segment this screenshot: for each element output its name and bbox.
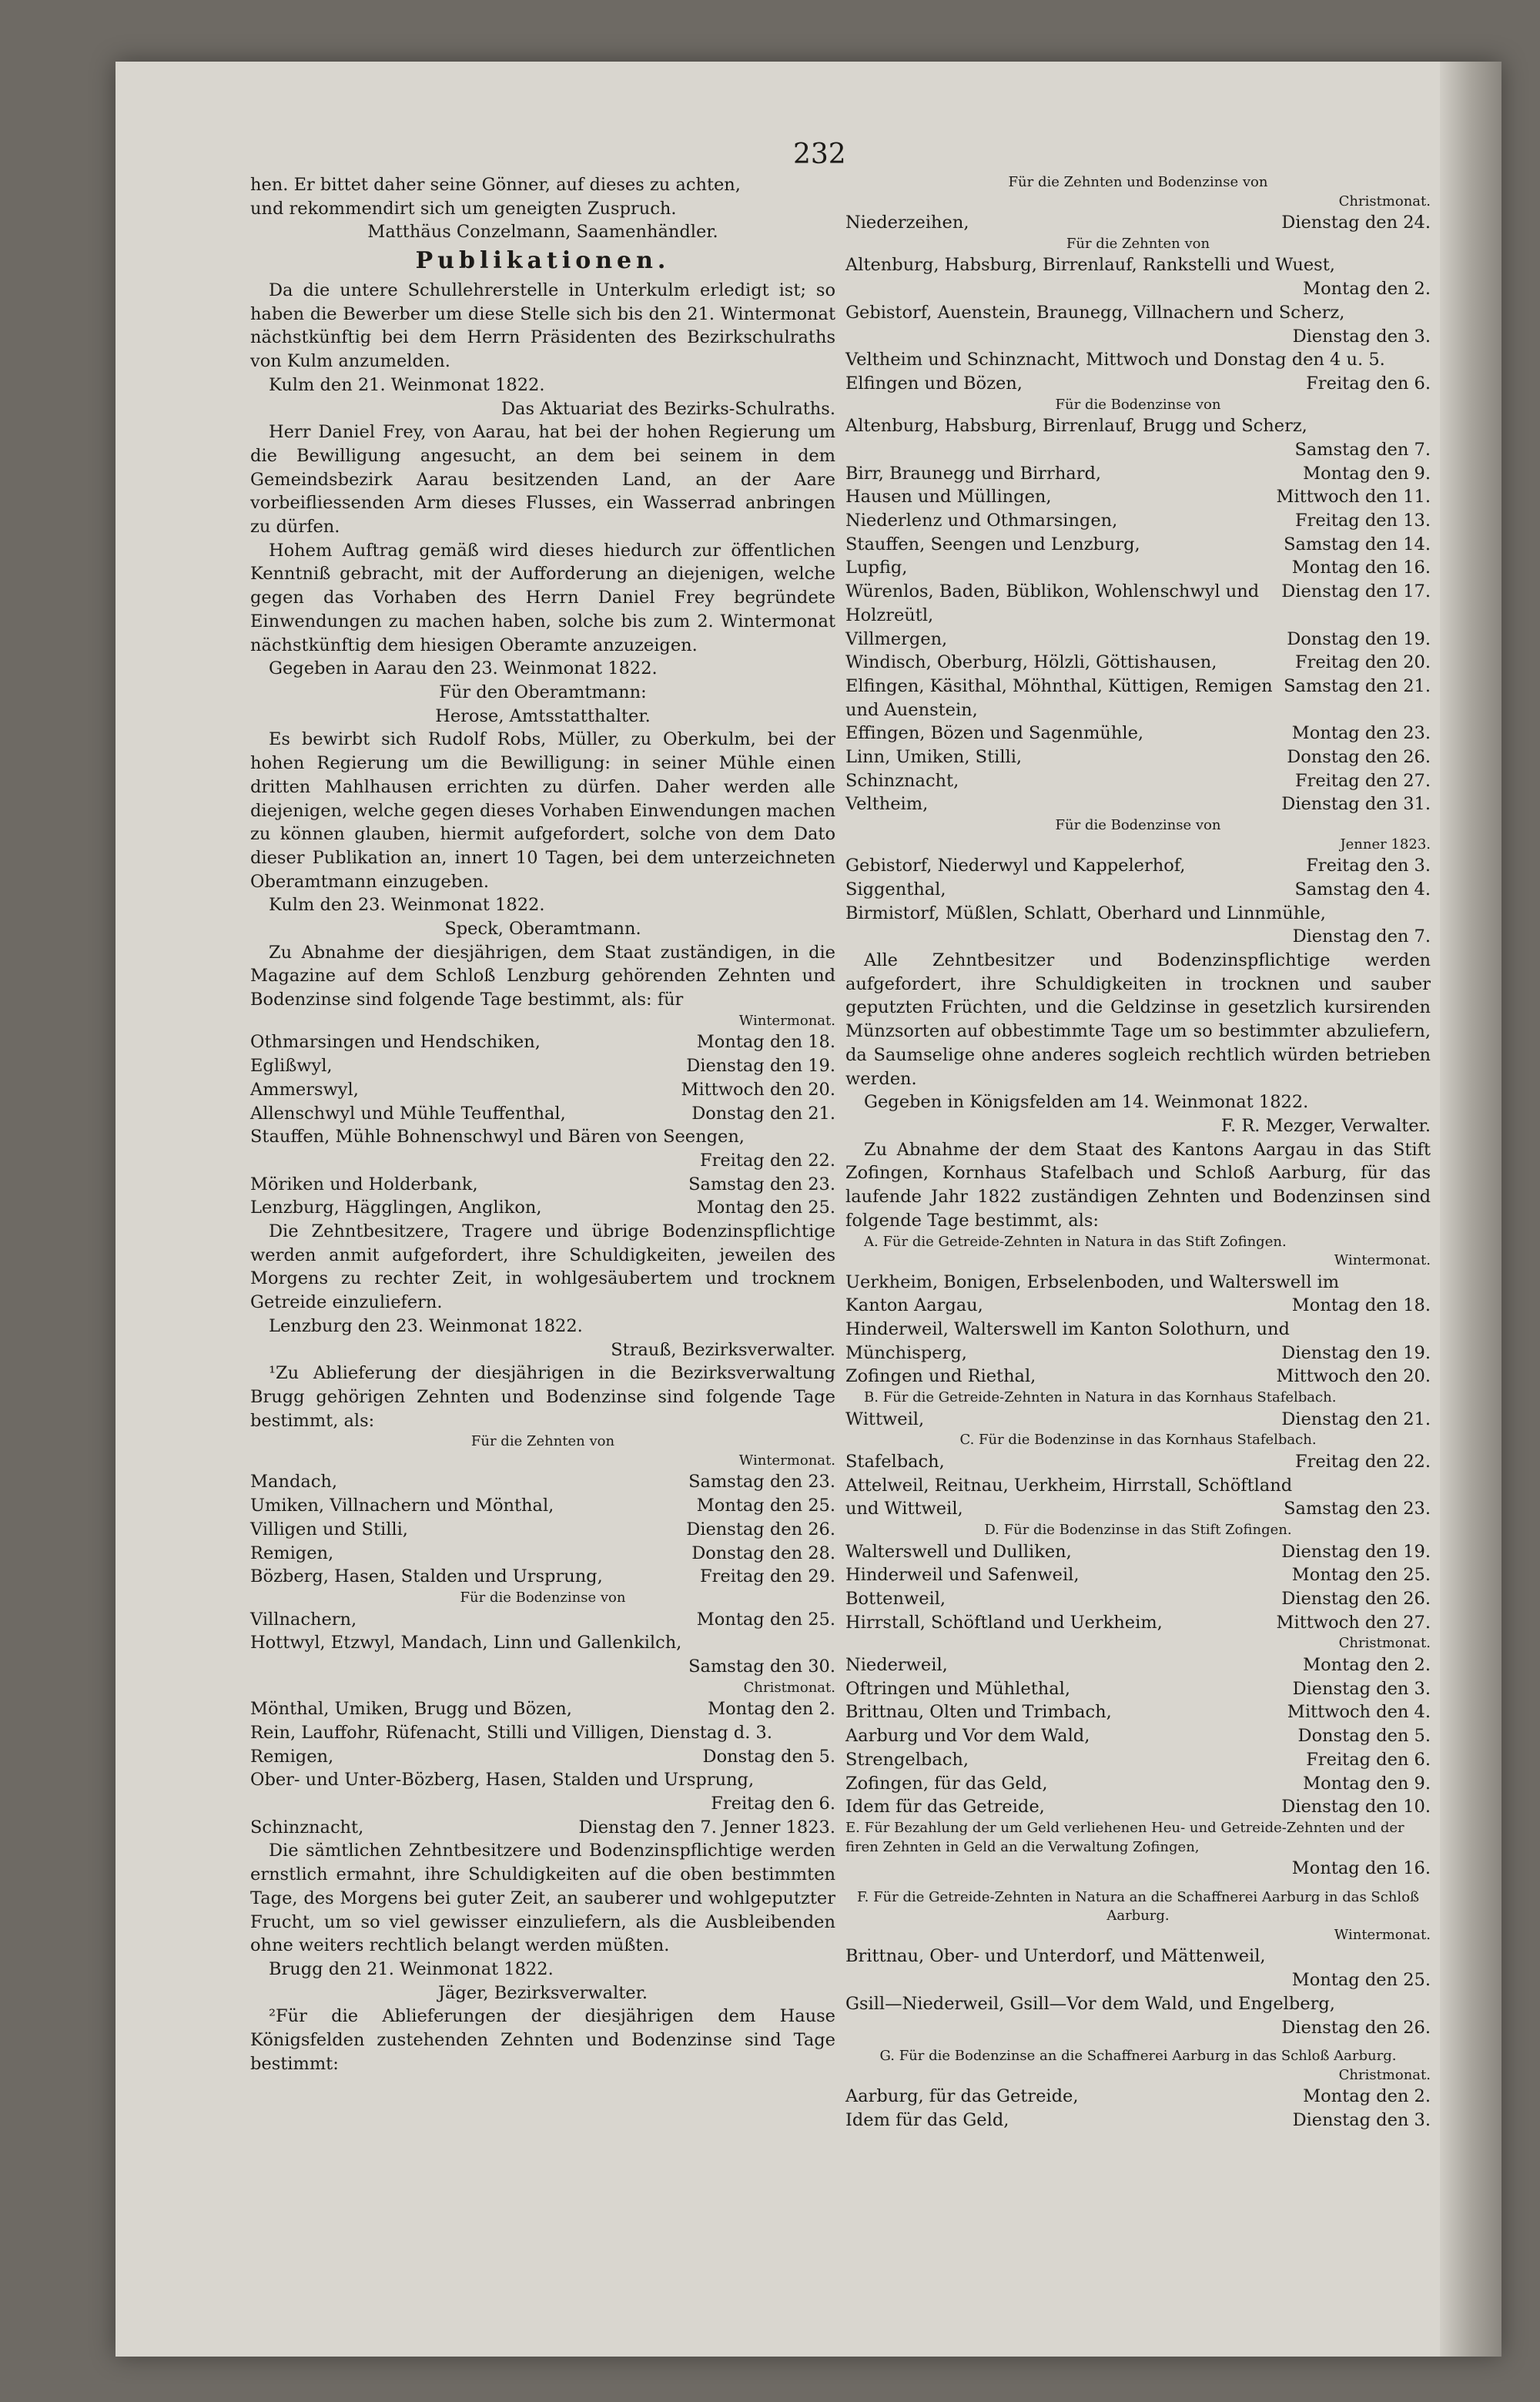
intro-signature: Matthäus Conzelmann, Saamenhändler. [367,222,718,243]
schedule-place [845,925,1285,949]
schedule-row [250,1030,835,1054]
schedule-row [845,651,1431,675]
schedule-bodenzinse [845,414,1431,816]
schedule-place: Kanton Aargau, [845,1295,983,1316]
schedule-row [845,769,1431,793]
schedule-row [250,1816,835,1840]
schedule-date: Montag den 25. [1291,1565,1431,1586]
notice-brugg: ¹Zu Ablieferung der diesjährigen in die Bezirksverwaltung Brugg gehörigen Zehnten und Bodenzinse sind folgende Tage bestimmt, als: [250,1363,835,1431]
schedule-place: Siggenthal, [845,879,946,899]
schedule-row [250,1697,835,1721]
schedule-place: Hausen und Müllingen, [845,487,1052,508]
schedule-row [250,1196,835,1220]
schedule-row [845,878,1431,902]
schedule-row [845,462,1431,486]
schedule-place [845,325,1285,349]
schedule-row [845,1342,1431,1365]
section-d-heading: D. Für die Bodenzinse in das Stift Zofingen. [984,1522,1292,1539]
month-label: Christmonat. [1338,2066,1431,2083]
schedule-date: Dienstag den 26. [686,1519,835,1539]
schedule-place: Birmistorf, Müßlen, Schlatt, Oberhard und Linnmühle, [845,903,1326,923]
schedule-date: Dienstag den 10. [1281,1797,1431,1817]
schedule-place: Mandach, [250,1472,338,1492]
schedule-date: Dienstag den 3. [1292,1678,1431,1699]
schedule-place: Eglißwyl, [250,1056,333,1077]
schedule-place: Hottwyl, Etzwyl, Mandach, Linn und Gallenkilch, [250,1633,682,1653]
schedule-place: Birr, Braunegg und Birrhard, [845,463,1102,484]
schedule-date: Donstag den 5. [702,1746,835,1767]
notice-zofingen: Zu Abnahme der dem Staat des Kantons Aargau in das Stift Zofingen, Kornhaus Stafelbach und Schloß Aarburg, für das laufende Jahr 1822 zuständigen Zehnten und Bodenzinsen sind folgende Tage bestimmt, als: [845,1139,1431,1231]
schedule-place: Veltheim, [845,794,929,815]
schedule-place: Lenzburg, Hägglingen, Anglikon, [250,1198,542,1218]
schedule-date [1423,253,1431,277]
schedule-date [1423,1945,1431,1968]
notice-school-vacancy: Da die untere Schullehrerstelle in Unterkulm erledigt ist; so haben die Bewerber um diese Stelle sich bis den 21. Wintermonat nächstkünftig bei dem Herrn Präsidenten des Bezirkschulraths von Kulm anzumelden. [250,280,835,372]
schedule-row [845,628,1431,652]
schedule-row [845,1677,1431,1701]
schedule-place: Brittnau, Ober- und Unterdorf, und Mättenweil, [845,1946,1266,1967]
schedule-heading: Für die Zehnten von [470,1433,615,1450]
schedule-brugg-zehnten [250,1470,835,1589]
schedule-place: Aarburg und Vor dem Wald, [845,1726,1090,1747]
schedule-row [845,1992,1431,2016]
notice-koenigsfelden: ²Für die Ablieferungen der diesjährigen dem Hause Königsfelden zustehenden Zehnten und Bodenzinse sind Tage bestimmt: [250,2006,835,2074]
schedule-date [1423,1271,1431,1295]
schedule-date: Dienstag den 24. [1281,213,1431,233]
schedule-date: Dienstag den 26. [1281,1589,1431,1610]
schedule-date [1423,301,1431,325]
schedule-place: Elfingen, Käsithal, Möhnthal, Küttigen, Remigen und Auenstein, [845,675,1273,720]
schedule-date: Donstag den 5. [1297,1726,1431,1747]
schedule-row [250,1149,835,1173]
schedule-date [1423,1992,1431,2016]
schedule-row [845,2085,1431,2109]
schedule-row [250,1655,835,1679]
schedule-place: Attelweil, Reitnau, Uerkheim, Hirrstall, Schöftland [845,1475,1293,1496]
section-f-heading: F. Für die Getreide-Zehnten in Natura an die Schaffnerei Aarburg in das Schloß Aarburg. [856,1888,1420,1925]
schedule-row [845,1968,1431,1992]
schedule-place: Lupfig, [845,558,908,578]
schedule-place: Schinznacht, [250,1817,364,1838]
left-column [250,173,835,2075]
schedule-place: Veltheim und Schinznacht, Mittwoch und Donstag den 4 u. 5. [845,350,1385,370]
intro-text [250,173,835,220]
schedule-place: Aarburg, für das Getreide, [845,2086,1079,2107]
notice-waterwheel: Herr Daniel Frey, von Aarau, hat bei der hohen Regierung um die Bewilligung angesucht, an dem bei seinem in dem Gemeindsbezirk Aarau besitzenden Land, an der Aare vorbeifliessenden Arm dieses Flusses, ein Wasserrad anbringen zu dürfen. [250,422,835,538]
schedule-heading: Für die Bodenzinse von [1055,817,1221,834]
month-label: Christmonat. [1338,1635,1431,1652]
schedule-row [250,1125,835,1149]
schedule-lenzburg [250,1030,835,1220]
schedule-date: Donstag den 19. [1287,628,1431,649]
schedule-row [845,1450,1431,1474]
schedule-row [845,301,1431,325]
schedule-place: Brittnau, Olten und Trimbach, [845,1702,1112,1723]
schedule-place [845,1968,1284,1992]
schedule-date: Freitag den 6. [1306,1749,1431,1770]
schedule-date: Dienstag den 21. [1281,1409,1431,1429]
schedule-row [250,1768,835,1792]
schedule-date: Freitag den 3. [1306,856,1431,876]
schedule-date [1423,414,1431,438]
schedule-date: Montag den 2. [1303,2086,1431,2107]
notice-signature: Speck, Oberamtmann. [444,919,641,940]
schedule-row [845,2016,1431,2040]
schedule-place [845,438,1287,462]
schedule-heading: Für die Zehnten von [1066,235,1210,252]
schedule-place: Niederzeihen, [845,213,969,233]
schedule-date: Montag den 2. [1303,1655,1431,1676]
page-binding [1440,62,1502,2357]
schedule-row [250,1518,835,1542]
schedule-date: Donstag den 26. [1287,747,1431,768]
schedule-date: Mittwoch den 20. [1276,1366,1431,1387]
notice-lenzburg-order: Die Zehntbesitzere, Tragere und übrige Bodenzinspflichtige werden anmit aufgefordert, ihre Schuldigkeiten, jeweilen des Morgens zu rechter Zeit, in wohlgesäubertem und trocknem Getreide einzuliefern. [250,1221,835,1313]
schedule-date: Freitag den 27. [1294,770,1431,791]
schedule-date: Dienstag den 26. [1281,2017,1431,2038]
schedule-place [845,277,1295,301]
schedule-d [845,1540,1431,1635]
notice-signature: F. R. Mezger, Verwalter. [1220,1115,1431,1136]
month-label: Wintermonat. [1334,1926,1431,1943]
schedule-row [845,1271,1431,1295]
newspaper-page [116,62,1502,2357]
schedule-row [845,1318,1431,1342]
schedule-place [845,2016,1274,2040]
schedule-a [845,1271,1431,1389]
schedule-row [845,1294,1431,1318]
schedule-date: Freitag den 20. [1294,652,1431,673]
schedule-place: Allenschwyl und Mühle Teuffenthal, [250,1103,566,1124]
schedule-date: Montag den 9. [1303,463,1431,484]
schedule-place: Idem für das Geld, [845,2110,1009,2131]
schedule-place [250,1655,681,1679]
section-heading: Publikationen. [415,247,671,275]
schedule-date: Dienstag den 3. [1292,326,1431,347]
schedule-place: Remigen, [250,1746,334,1767]
schedule-place: Altenburg, Habsburg, Birrenlauf, Rankstelli und Wuest, [845,255,1335,276]
schedule-heading: Für die Bodenzinse von [460,1590,626,1606]
schedule-place: Altenburg, Habsburg, Birrenlauf, Brugg und Scherz, [845,416,1307,437]
schedule-row [845,325,1431,349]
schedule-date [828,1125,835,1149]
schedule-date: Dienstag den 31. [1281,794,1431,815]
schedule-brugg-christmonat [250,1697,835,1839]
schedule-row [250,1721,835,1745]
schedule-heading: Für die Bodenzinse von [1055,396,1221,413]
schedule-row [845,1724,1431,1748]
schedule-d-christmonat [845,1653,1431,1819]
section-g-heading: G. Für die Bodenzinse an die Schaffnerei Aarburg in das Schloß Aarburg. [879,2048,1397,2065]
schedule-place: Zofingen, für das Geld, [845,1773,1048,1794]
schedule-place: Idem für das Getreide, [845,1797,1045,1817]
schedule-place: Stauffen, Seengen und Lenzburg, [845,534,1140,554]
schedule-row [845,211,1431,235]
schedule-date: Freitag den 22. [699,1150,835,1171]
schedule-date: Samstag den 21. [1284,675,1431,696]
schedule-row [845,509,1431,533]
schedule-date: Freitag den 6. [711,1794,835,1814]
month-label: Christmonat. [743,1679,835,1696]
schedule-c [845,1450,1431,1521]
schedule-date [1423,1474,1431,1498]
schedule-place: Hinderweil, Walterswell im Kanton Solothurn, und [845,1319,1290,1340]
schedule-heading: Für die Zehnten und Bodenzinse von [1008,174,1268,190]
schedule-row [845,580,1431,627]
schedule-date: Montag den 18. [1291,1295,1431,1316]
schedule-row [845,1748,1431,1772]
schedule-place: Gsill—Niederweil, Gsill—Vor dem Wald, und Engelberg, [845,1993,1335,2014]
schedule-row [845,1540,1431,1564]
schedule-date: Samstag den 23. [1284,1499,1431,1519]
schedule-place: Möriken und Holderbank, [250,1174,478,1194]
schedule-date: Montag den 2. [1303,279,1431,300]
schedule-row [845,556,1431,580]
schedule-date [828,1631,835,1655]
notice-date: Kulm den 23. Weinmonat 1822. [269,895,545,916]
notice-lenzburg: Zu Abnahme der diesjährigen, dem Staat zuständigen, in die Magazine auf dem Schloß Lenzburg gehörenden Zehnten und Bodenzinse sind folgende Tage bestimmt, als: für [250,942,835,1010]
notice-date: Lenzburg den 23. Weinmonat 1822. [269,1315,583,1336]
schedule-place: Niederlenz und Othmarsingen, [845,510,1118,531]
schedule-row [845,1945,1431,1968]
schedule-date: Montag den 23. [1291,723,1431,744]
schedule-bodenzinse-jenner [845,854,1431,949]
notice-signature: Für den Oberamtmann: [439,682,647,702]
schedule-row [845,1700,1431,1724]
page-number: 232 [793,139,846,170]
schedule-date: Dienstag den 19. [1281,1541,1431,1562]
schedule-row [845,2109,1431,2132]
schedule-date: Dienstag den 3. [1292,2110,1431,2131]
schedule-row [250,1631,835,1655]
schedule-date: Freitag den 6. [1306,373,1431,394]
schedule-date: Samstag den 14. [1284,534,1431,554]
schedule-date [828,1721,835,1745]
schedule-date: Montag den 25. [696,1609,835,1630]
schedule-place: Hirrstall, Schöftland und Uerkheim, [845,1612,1163,1633]
schedule-brugg-bodenzinse [250,1608,835,1679]
schedule-place: Wittweil, [845,1409,925,1429]
schedule-row [845,1653,1431,1677]
schedule-row [845,1587,1431,1611]
notice-signature: Herose, Amtsstatthalter. [435,705,651,726]
schedule-niederzeihen [845,211,1431,235]
schedule-place: Othmarsingen und Hendschiken, [250,1032,541,1053]
schedule-row [845,1795,1431,1819]
schedule-g [845,2085,1431,2132]
schedule-date: Dienstag den 19. [686,1056,835,1077]
schedule-place: Bottenweil, [845,1589,946,1610]
schedule-row [250,1608,835,1632]
schedule-place: Windisch, Oberburg, Hölzli, Göttishausen, [845,652,1217,673]
schedule-row [845,277,1431,301]
schedule-date: Samstag den 7. [1294,439,1431,460]
schedule-row [845,485,1431,509]
schedule-place: Oftringen und Mühlethal, [845,1678,1070,1699]
month-label: Wintermonat. [738,1452,835,1469]
notice-signature: Strauß, Bezirksverwalter. [611,1339,835,1360]
schedule-row [250,1745,835,1769]
schedule-row [845,1408,1431,1432]
section-b-heading: B. Für die Getreide-Zehnten in Natura in das Kornhaus Stafelbach. [864,1389,1337,1406]
schedule-date: Donstag den 28. [691,1543,835,1563]
intro-line: hen. Er bittet daher seine Gönner, auf dieses zu achten, [250,175,741,195]
schedule-place: Umiken, Villnachern und Mönthal, [250,1496,554,1516]
schedule-date: Samstag den 23. [688,1174,835,1194]
month-label: Wintermonat. [1334,1252,1431,1269]
schedule-row [845,533,1431,557]
schedule-place: Walterswell und Dulliken, [845,1541,1072,1562]
schedule-place: Villnachern, [250,1609,357,1630]
schedule-place [250,1149,692,1173]
schedule-date: Freitag den 22. [1294,1451,1431,1472]
schedule-row [845,902,1431,926]
schedule-date: Donstag den 21. [691,1103,835,1124]
schedule-date: Mittwoch den 27. [1276,1612,1431,1633]
schedule-row [845,925,1431,949]
schedule-place: Ammerswyl, [250,1079,359,1100]
month-label: Wintermonat. [738,1012,835,1029]
schedule-place: Uerkheim, Bonigen, Erbselenboden, und Walterswell im [845,1271,1340,1292]
schedule-date: Montag den 25. [696,1496,835,1516]
schedule-row [845,1474,1431,1498]
schedule-zehnten [845,253,1431,395]
schedule-place: Münchisperg, [845,1342,967,1363]
month-label: Jenner 1823. [1340,836,1431,853]
schedule-row [845,414,1431,438]
schedule-place: Mönthal, Umiken, Brugg und Bözen, [250,1699,572,1720]
schedule-row [250,1792,835,1816]
schedule-row [845,438,1431,462]
schedule-date: Freitag den 29. [699,1566,835,1587]
notice-date: Kulm den 21. Weinmonat 1822. [269,374,545,395]
schedule-place: Gebistorf, Auenstein, Braunegg, Villnachern und Scherz, [845,302,1345,323]
notice-signature: Das Aktuariat des Bezirks-Schulraths. [501,398,835,419]
notice-brugg-order: Die sämtlichen Zehntbesitzere und Bodenzinspflichtige werden ernstlich ermahnt, ihre Schuldigkeiten auf die oben bestimmten Tage, des Morgens bei guter Zeit, an sauberer und wohlgeputzter Frucht, um so viel gewisser einzuliefern, als die Ausbleibenden ohne weiters rechtlich belangt werden müßten. [250,1841,835,1956]
schedule-date [828,1768,835,1792]
section-e-heading: E. Für Bezahlung der um Geld verliehenen Heu- und Getreide-Zehnten und der firen Zehnten in Geld an die Verwaltung Zofingen, [845,1819,1404,1855]
schedule-date: Dienstag den 19. [1281,1342,1431,1363]
schedule-date [1423,348,1431,372]
schedule-row [250,1470,835,1494]
schedule-place: Ober- und Unter-Bözberg, Hasen, Stalden und Ursprung, [250,1770,755,1791]
schedule-date: Samstag den 23. [688,1472,835,1492]
notice-signature: Jäger, Bezirksverwalter. [437,1982,648,2003]
schedule-place: Stafelbach, [845,1451,945,1472]
month-label: Christmonat. [1338,193,1431,209]
schedule-row [250,1054,835,1078]
schedule-row [250,1173,835,1197]
schedule-place: Stauffen, Mühle Bohnenschwyl und Bären von Seengen, [250,1127,745,1147]
schedule-b [845,1408,1431,1432]
schedule-row [845,348,1431,372]
schedule-row [845,1772,1431,1796]
notice-date: Brugg den 21. Weinmonat 1822. [269,1958,554,1979]
schedule-row [250,1078,835,1102]
schedule-date: Montag den 25. [696,1198,835,1218]
schedule-date: Freitag den 13. [1294,510,1431,531]
schedule-place: Elfingen und Bözen, [845,373,1023,394]
schedule-row [845,1497,1431,1521]
schedule-place: Schinznacht, [845,770,959,791]
schedule-place: Zofingen und Riethal, [845,1366,1036,1387]
schedule-date: Montag den 25. [1291,1970,1431,1991]
section-e-date: Montag den 16. [1291,1858,1431,1879]
schedule-place: und Wittweil, [845,1499,963,1519]
schedule-date: Samstag den 4. [1294,879,1431,899]
notice-date: Gegeben in Königsfelden am 14. Weinmonat 1822. [864,1092,1309,1113]
schedule-date [1423,902,1431,926]
schedule-row [250,1494,835,1518]
schedule-date: Dienstag den 7. [1292,926,1431,947]
schedule-row [250,1102,835,1126]
schedule-row [845,372,1431,396]
schedule-place: Rein, Lauffohr, Rüfenacht, Stilli und Villigen, Dienstag d. 3. [250,1722,772,1743]
schedule-place: Hinderweil und Safenweil, [845,1565,1080,1586]
schedule-place: Remigen, [250,1543,334,1563]
schedule-date: Samstag den 30. [688,1656,835,1677]
schedule-date [1423,1318,1431,1342]
schedule-row [845,1611,1431,1635]
schedule-place: Effingen, Bözen und Sagenmühle, [845,723,1144,744]
schedule-place: Gebistorf, Niederwyl und Kappelerhof, [845,856,1186,876]
schedule-row [250,1542,835,1566]
schedule-row [845,675,1431,722]
schedule-date: Dienstag den 7. Jenner 1823. [578,1817,835,1838]
schedule-place [250,1792,703,1816]
schedule-f [845,1945,1431,2039]
schedule-place: Strengelbach, [845,1749,969,1770]
schedule-date: Montag den 9. [1303,1773,1431,1794]
notice-date: Gegeben in Aarau den 23. Weinmonat 1822. [269,658,658,679]
schedule-row [845,745,1431,769]
schedule-row [845,253,1431,277]
schedule-row [845,1563,1431,1587]
right-column [845,173,1431,2132]
schedule-place: Würenlos, Baden, Büblikon, Wohlenschwyl und Holzreütl, [845,581,1260,625]
schedule-date: Montag den 18. [696,1032,835,1053]
schedule-row [845,792,1431,816]
schedule-place: Villigen und Stilli, [250,1519,408,1539]
notice-mill: Es bewirbt sich Rudolf Robs, Müller, zu Oberkulm, bei der hohen Regierung um die Bewilligung: in seiner Mühle einen dritten Mahlhausen errichten zu dürfen. Daher werden alle diejenigen, welche gegen dieses Vorhaben Einwendungen machen zu können glauben, hiermit aufgefordert, solche von dem Dato dieser Publikation an, innert 10 Tagen, bei dem unterzeichneten Oberamtmann einzugeben. [250,729,835,892]
schedule-row [845,854,1431,878]
intro-line: und rekommendirt sich um geneigten Zuspruch. [250,198,677,219]
section-c-heading: C. Für die Bodenzinse in das Kornhaus Stafelbach. [959,1432,1317,1449]
schedule-place: Linn, Umiken, Stilli, [845,747,1023,768]
schedule-date: Mittwoch den 4. [1287,1702,1431,1723]
schedule-row [845,722,1431,745]
schedule-place: Bözberg, Hasen, Stalden und Ursprung, [250,1566,603,1587]
schedule-date: Montag den 16. [1291,558,1431,578]
schedule-row [250,1565,835,1589]
schedule-date: Mittwoch den 20. [681,1079,835,1100]
notice-koenigsfelden-order: Alle Zehntbesitzer und Bodenzinspflichtige werden aufgefordert, ihre Schuldigkeiten in trocknen und sauber geputzten Früchten, und die Geldzinse in gesetzlich kursirenden Münzsorten auf obbestimmte Tage um so bestimmter abzuliefern, da Saumselige ohne anderes sogleich rechtlich würden betrieben werden. [845,950,1431,1089]
schedule-date: Montag den 2. [708,1699,835,1720]
section-a-heading: A. Für die Getreide-Zehnten in Natura in das Stift Zofingen. [864,1233,1287,1250]
schedule-row [845,1365,1431,1389]
schedule-date: Mittwoch den 11. [1276,487,1431,508]
schedule-place: Niederweil, [845,1655,948,1676]
notice-waterwheel-order: Hohem Auftrag gemäß wird dieses hiedurch zur öffentlichen Kenntniß gebracht, mit der Aufforderung an diejenigen, welche gegen das Vorhaben des Herrn Daniel Frey begründete Einwendungen zu machen haben, solche bis zum 2. Wintermonat nächstkünftig dem hiesigen Oberamte anzuzeigen. [250,540,835,655]
schedule-date: Dienstag den 17. [1281,581,1431,602]
schedule-place: Villmergen, [845,628,948,649]
